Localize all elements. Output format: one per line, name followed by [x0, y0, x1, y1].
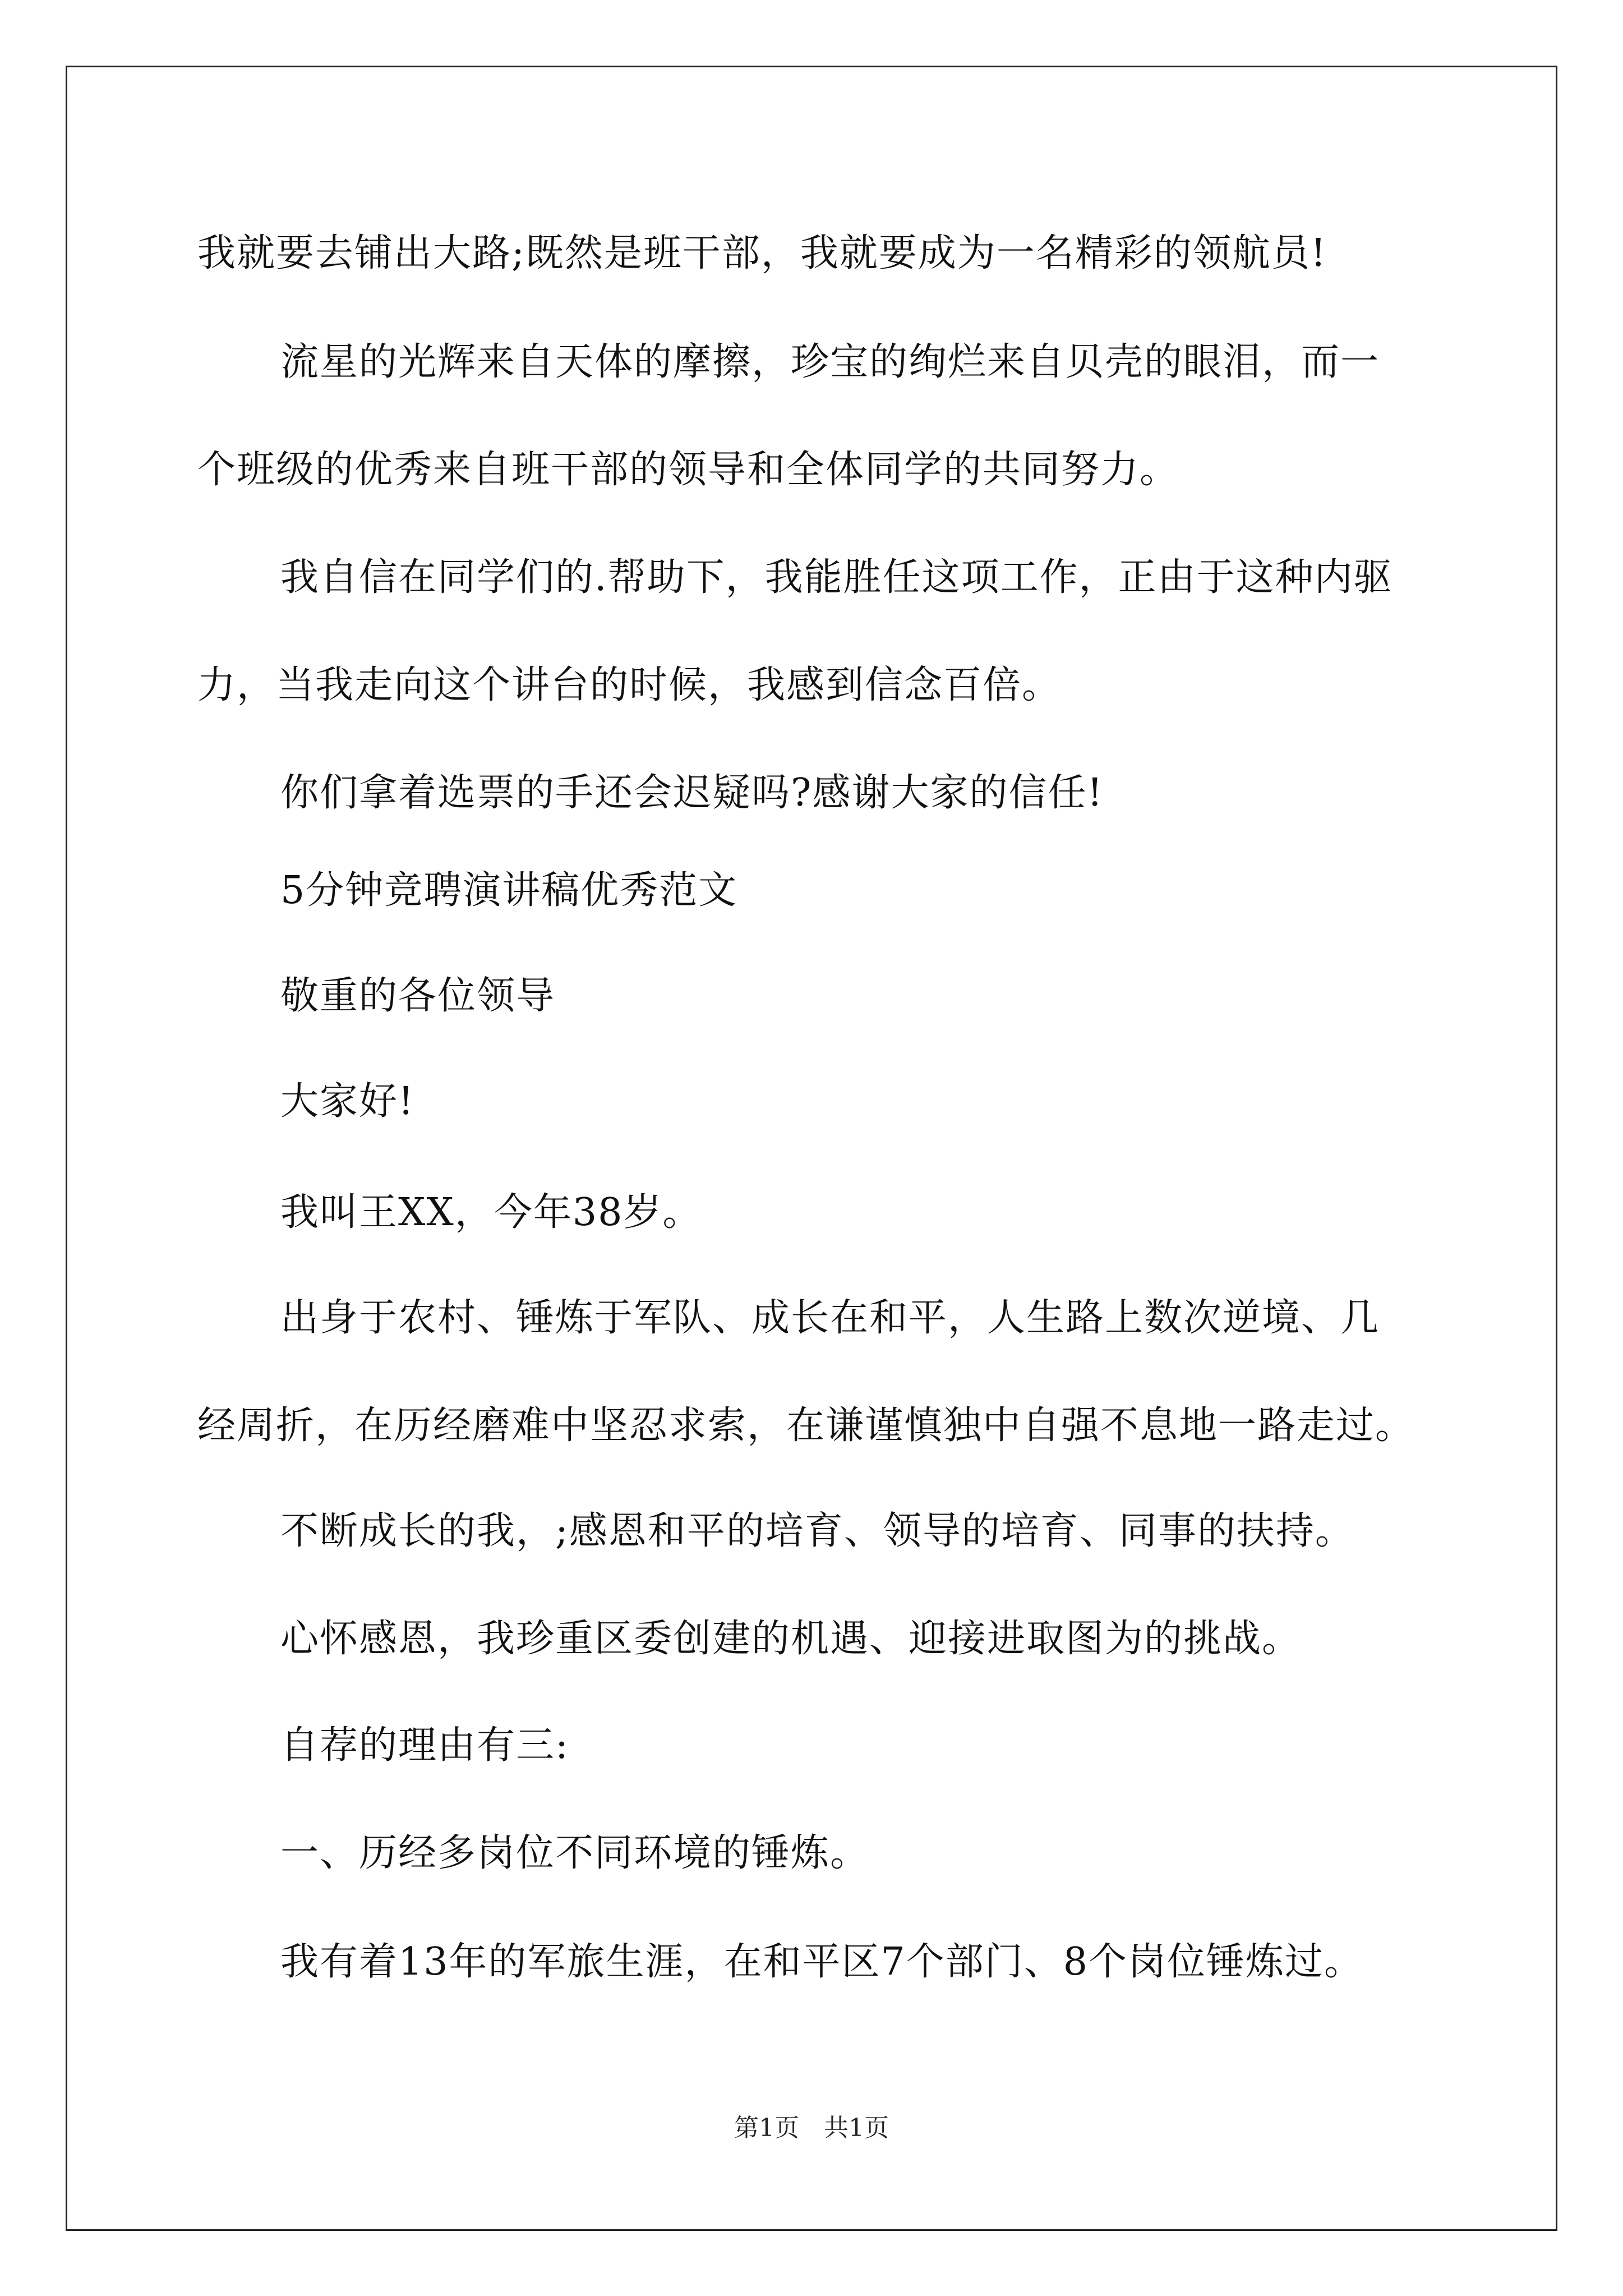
text-line: 力，当我走向这个讲台的时候，我感到信念百倍。 — [197, 663, 1062, 707]
text-line: 我就要去铺出大路;既然是班干部，我就要成为一名精彩的领航员! — [197, 231, 1327, 275]
text-line: 我叫王XX，今年38岁。 — [280, 1190, 702, 1235]
text-line: 经周折，在历经磨难中坚忍求索，在谦谨慎独中自强不息地一路走过。 — [197, 1404, 1415, 1448]
salutation: 敬重的各位领导 — [280, 974, 556, 1018]
text-line: 心怀感恩，我珍重区委创建的机遇、迎接进取图为的挑战。 — [280, 1617, 1302, 1661]
text-line: 你们拿着选票的手还会迟疑吗?感谢大家的信任! — [280, 771, 1104, 815]
page-number-footer: 第1页 共1页 — [734, 2114, 889, 2142]
text-line: 流星的光辉来自天体的摩擦，珍宝的绚烂来自贝壳的眼泪，而一 — [280, 340, 1380, 384]
text-line: 出身于农村、锤炼于军队、成长在和平，人生路上数次逆境、几 — [280, 1296, 1380, 1340]
page-border — [66, 66, 1557, 2231]
text-line: 我有着13年的军旅生涯，在和平区7个部门、8个岗位锤炼过。 — [280, 1940, 1364, 1984]
text-line: 不断成长的我，;感恩和平的培育、领导的培育、同事的扶持。 — [280, 1509, 1354, 1553]
text-line: 个班级的优秀来自班干部的领导和全体同学的共同努力。 — [197, 448, 1179, 492]
text-line: 我自信在同学们的.帮助下，我能胜任这项工作，正由于这种内驱 — [280, 555, 1393, 600]
text-line: 自荐的理由有三: — [280, 1723, 569, 1768]
greeting: 大家好! — [280, 1079, 415, 1124]
section-heading: 5分钟竞聘演讲稿优秀范文 — [280, 868, 738, 913]
text-line: 一、历经多岗位不同环境的锤炼。 — [280, 1831, 870, 1875]
